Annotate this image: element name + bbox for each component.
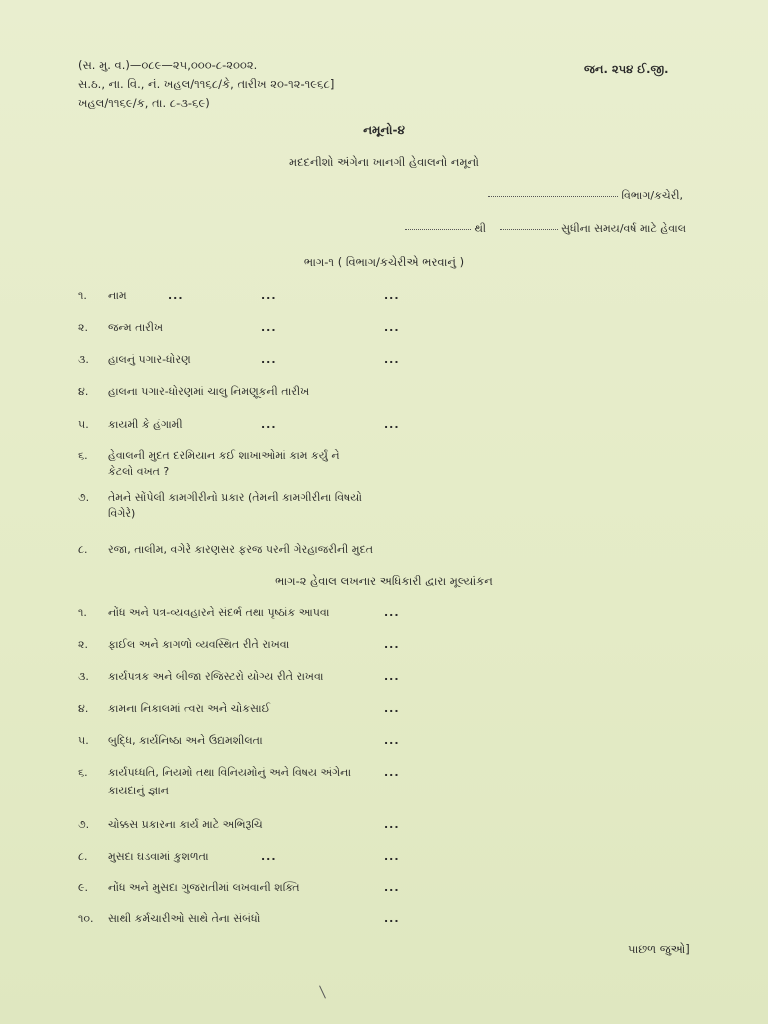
item-number: ૮. (78, 543, 88, 556)
item-value-dots[interactable]: ... (384, 353, 400, 366)
item-label-continued: કેટલો વખત ? (108, 465, 170, 478)
item-number: ૨. (78, 321, 88, 334)
paper-mark (319, 985, 326, 998)
item-label: રજા, તાલીમ, વગેરે કારણસર ફરજ પરની ગેરહાજરીની મુદત (108, 543, 374, 556)
item-number: ૯. (78, 881, 89, 894)
item-number: ૪. (78, 385, 89, 398)
period-to-blank[interactable] (500, 228, 558, 230)
item-value-dots[interactable]: ... (384, 606, 400, 619)
item-label: નામ (108, 289, 127, 302)
item-number: ૪. (78, 702, 89, 715)
turn-over-note: પાછળ જુઓ] (628, 942, 690, 956)
item-number: ૩. (78, 353, 89, 366)
part1-heading: ભાગ-૧ ( વિભાગ/કચેરીએ ભરવાનું ) (303, 255, 465, 269)
item-value-dots[interactable]: ... (384, 766, 400, 779)
item-label-continued: કાયદાનું જ્ઞાન (108, 784, 169, 797)
item-number: ૭. (78, 818, 90, 831)
item-value-dots[interactable]: ... (384, 638, 400, 651)
department-blank[interactable] (488, 195, 618, 197)
item-number: ૧. (78, 289, 87, 302)
item-label: તેમને સોંપેલી કામગીરીનો પ્રકાર (તેમની કામગીરીના વિષયો (108, 491, 363, 504)
item-number: ૩. (78, 670, 89, 683)
item-label: ચોક્કસ પ્રકારના કાર્ય માટે અભિરૂચિ (108, 818, 263, 831)
item-dots: ... (261, 289, 277, 302)
item-label: હાલનું પગાર-ધોરણ (108, 353, 191, 366)
item-dots: ... (261, 418, 277, 431)
item-value-dots[interactable]: ... (384, 912, 400, 925)
department-line (488, 189, 683, 203)
item-value-dots[interactable]: ... (384, 818, 400, 831)
item-number: ૭. (78, 491, 90, 504)
item-number: ૫. (78, 734, 89, 747)
item-label: બુદ્ધિ, કાર્યનિષ્ઠા અને ઉદ્યમશીલતા (108, 734, 263, 747)
item-number: ૨. (78, 638, 88, 651)
item-label: સાથી કર્મચારીઓ સાથે તેના સંબંધો (108, 912, 261, 925)
item-dots: ... (261, 850, 277, 863)
notification-reference-2: ખહલ/૧૧૬૯/ક, તા. ૮-૩-૬૯) (78, 96, 210, 110)
item-value-dots[interactable]: ... (384, 418, 400, 431)
item-label: કાર્યપધ્ધતિ, નિયમો તથા વિનિયમોનું અને વિષય અંગેના (108, 766, 352, 779)
item-number: ૬. (78, 766, 88, 779)
period-line (405, 222, 686, 236)
item-label: નોંધ અને મુસદા ગુજરાતીમાં લખવાની શક્તિ (108, 881, 300, 894)
item-label: હેવાલની મુદત દરમિયાન કઈ શાખાઓમાં કામ કર્યું ને (108, 449, 340, 462)
item-number: ૧. (78, 606, 87, 619)
item-label: કાર્યપત્રક અને બીજા રજિસ્ટરો યોગ્ય રીતે રાખવા (108, 670, 324, 683)
period-to-label: સુધીના સમય/વર્ષ માટે હેવાલ (561, 222, 687, 235)
form-code: જન. ૨૫૪ ઈ.જી. (584, 62, 669, 76)
item-dots: ... (261, 353, 277, 366)
item-value-dots[interactable]: ... (384, 702, 400, 715)
item-label: હાલના પગાર-ધોરણમાં ચાલુ નિમણૂકની તારીખ (108, 385, 310, 398)
item-label: ફાઈલ અને કાગળો વ્યવસ્થિત રીતે રાખવા (108, 638, 290, 651)
item-label: જન્મ તારીખ (108, 321, 164, 334)
item-value-dots[interactable]: ... (384, 670, 400, 683)
item-label: મુસદા ઘડવામાં કુશળતા (108, 850, 209, 863)
item-value-dots[interactable]: ... (384, 734, 400, 747)
department-label: વિભાગ/કચેરી, (621, 189, 683, 202)
form-title: નમૂનો-૪ (363, 123, 405, 137)
part2-heading: ભાગ-૨ હેવાલ લખનાર અધિકારી દ્વારા મૂલ્યાંકન (275, 574, 493, 588)
item-value-dots[interactable]: ... (384, 321, 400, 334)
item-number: ૮. (78, 850, 88, 863)
print-reference: (સ. મુ. વ.)—૦૮૯—૨૫,૦૦૦-૮-૨૦૦૨. (78, 58, 258, 72)
item-value-dots[interactable]: ... (384, 289, 400, 302)
period-from-blank[interactable] (405, 228, 471, 230)
item-label-continued: વિગેરે) (108, 507, 136, 520)
item-number: ૬. (78, 449, 88, 462)
period-from-label: થી (474, 222, 487, 235)
item-number: ૧૦. (78, 912, 94, 925)
item-dots: ... (261, 321, 277, 334)
form-subtitle: મદદનીશો અંગેના ખાનગી હેવાલનો નમૂનો (288, 155, 480, 169)
item-value-dots[interactable]: ... (384, 881, 400, 894)
item-label: નોંધ અને પત્ર-વ્યવહારને સંદર્ભ તથા પૃષ્ઠાંક આપવા (108, 606, 330, 619)
item-dots: ... (168, 289, 184, 302)
item-value-dots[interactable]: ... (384, 850, 400, 863)
item-label: કામના નિકાલમાં ત્વરા અને ચોકસાઈ (108, 702, 271, 715)
notification-reference: સ.ઠ., ના. વિ., નં. ખહલ/૧૧૬૮/કે, તારીખ ૨૦-૧૨-૧૯૬૮] (78, 77, 335, 91)
item-number: ૫. (78, 418, 89, 431)
item-label: કાયમી કે હંગામી (108, 418, 183, 431)
